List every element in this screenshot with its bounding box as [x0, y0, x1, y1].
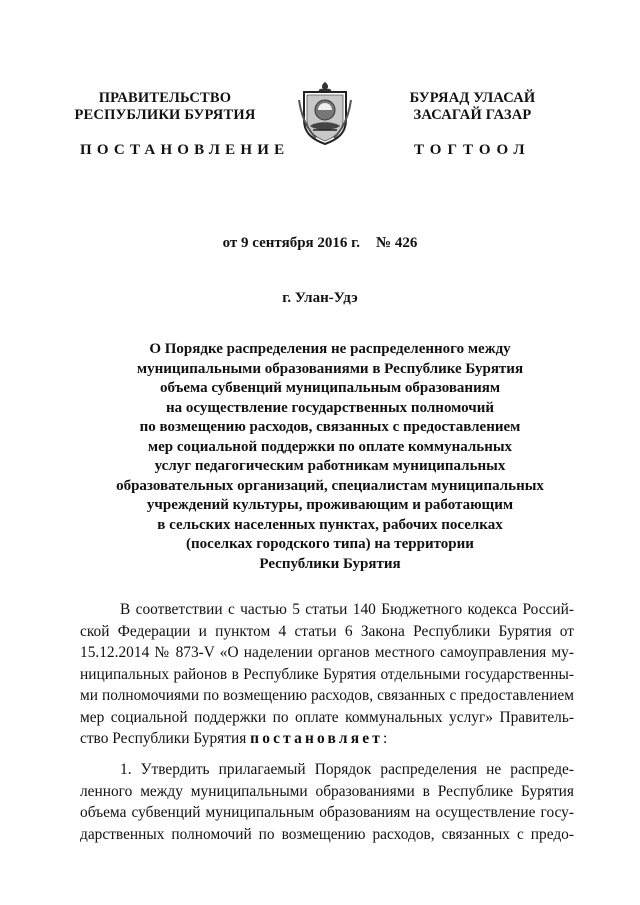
preamble-colon: :	[383, 730, 388, 747]
item-1-paragraph	[80, 759, 574, 845]
header-right	[385, 90, 560, 124]
title-line: на осуществление государственных полномочий	[165, 399, 495, 416]
preamble-last-prefix: ство Республики Бурятия	[80, 730, 251, 747]
item-1-line: дарственных полномочий по возмещению расходов, связанных с предо-	[80, 825, 574, 843]
title-line: по возмещению расходов, связанных с предоставлением	[139, 419, 521, 435]
header-left	[60, 90, 270, 124]
preamble-line	[80, 728, 574, 750]
preamble-paragraph	[80, 599, 574, 750]
title-line: муниципальными образованиями в Республике Бурятия	[136, 360, 524, 377]
preamble-line: ской Федерации и пунктом 4 статьи 6 Закона Республики Бурятия от	[80, 622, 574, 640]
title-line: О Порядке распределения не распределенного между	[149, 341, 511, 357]
preamble-line: 15.12.2014 № 873-V «О наделении органов местного самоуправления му-	[80, 644, 574, 661]
doc-type-bua: ТОГТООЛ	[414, 142, 531, 158]
doc-type-ru: ПОСТАНОВЛЕНИЕ	[80, 142, 290, 158]
decree-title	[70, 340, 590, 574]
dateline	[0, 235, 640, 252]
header-left-line1: ПРАВИТЕЛЬСТВО	[98, 90, 232, 106]
header-right-line1: БУРЯАД УЛАСАЙ	[409, 90, 536, 106]
item-1-line: ленного между муниципальными образованиями в Республике Бурятия	[80, 782, 574, 800]
title-line: услуг педагогическим работникам муниципальных	[154, 458, 506, 474]
title-line: Республики Бурятия	[259, 555, 401, 572]
header-left-line2: РЕСПУБЛИКИ БУРЯТИЯ	[74, 107, 256, 123]
preamble-line: В соответствии с частью 5 статьи 140 Бюджетного кодекса Россий-	[120, 601, 574, 618]
preamble-line: ми полномочиями по возмещению расходов, связанных с предоставлением	[80, 687, 574, 704]
preamble-line: мер социальной поддержки по оплате коммунальных услуг» Правитель-	[80, 708, 574, 726]
title-line: образовательных организаций, специалистам муниципальных	[116, 477, 544, 494]
header-right-line2: ЗАСАГАЙ ГАЗАР	[413, 107, 532, 123]
title-line: в сельских населенных пунктах, рабочих поселках	[157, 516, 503, 533]
preamble-line: ниципальных районов в Республике Бурятия отдельными государственны-	[80, 665, 574, 683]
item-1-line: 1. Утвердить прилагаемый Порядок распределения не распреде-	[120, 761, 574, 778]
coat-of-arms-emblem	[296, 80, 354, 146]
title-line: (поселках городского типа) на территории	[186, 536, 474, 552]
city: г. Улан-Удэ	[282, 290, 358, 306]
decree-number: № 426	[376, 235, 418, 251]
item-1-line: объема субвенций муниципальным образованиям на осуществление госу-	[80, 804, 574, 821]
title-line: мер социальной поддержки по оплате коммунальных	[147, 438, 513, 455]
decrees-word: постановляет	[250, 730, 384, 747]
title-line: учреждений культуры, проживающим и работающим	[146, 497, 514, 513]
title-line: объема субвенций муниципальным образованиям	[159, 380, 501, 396]
decree-date: от 9 сентября 2016 г.	[222, 235, 361, 251]
